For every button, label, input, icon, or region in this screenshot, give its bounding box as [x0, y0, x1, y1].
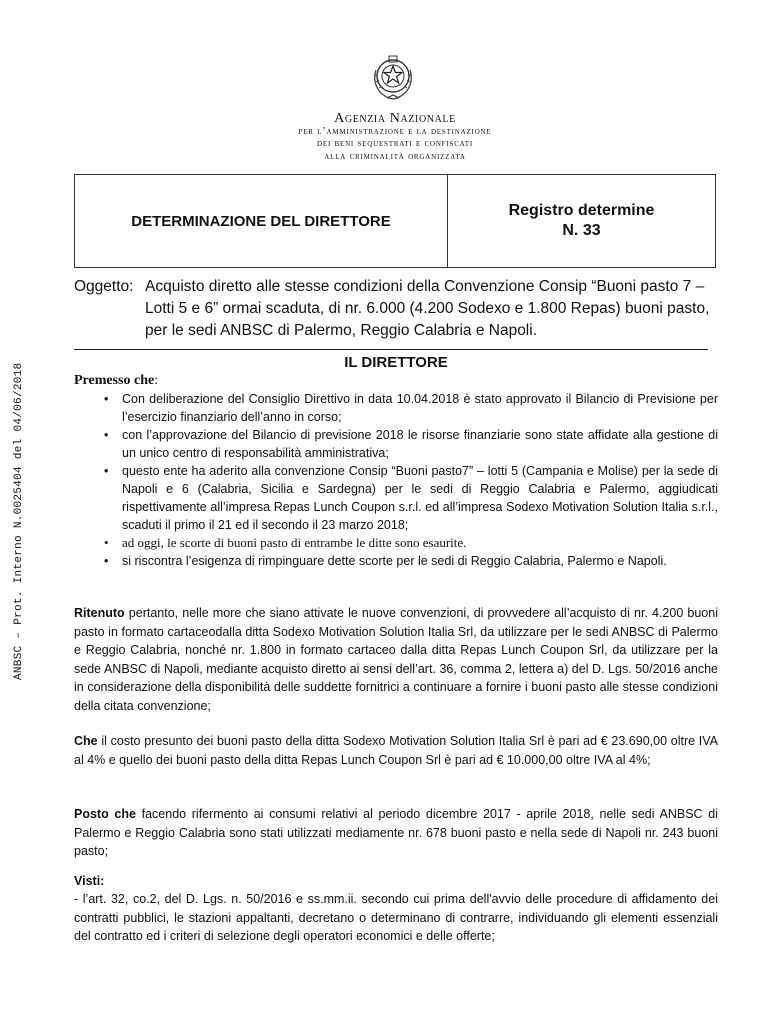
bullet-icon: •	[104, 554, 109, 568]
subject-text: Acquisto diretto alle stesse condizioni della Convenzione Consip “Buoni pasto 7 – Lotti 5 e 6” ormai scaduta, di nr. 6.000 (4.200 Sodexo e 1.800 Repas) buoni pasto, per le sedi ANBSC di Palermo, Reggio Calabria e Napoli.	[145, 278, 710, 339]
agency-name: Agenzia Nazionale	[334, 111, 456, 126]
protocol-stamp: ANBSC – Prot. Interno N.0025404 del 04/06/2018	[13, 362, 25, 680]
posto-paragraph	[74, 805, 718, 861]
bullet-icon: •	[104, 392, 109, 406]
che-paragraph	[74, 732, 718, 769]
determination-title: DETERMINAZIONE DEL DIRETTORE	[75, 175, 448, 267]
bullet-icon: •	[104, 535, 109, 550]
republic-emblem-icon	[370, 52, 416, 102]
visti-label: Visti:	[74, 874, 105, 888]
bullet-icon: •	[104, 428, 109, 442]
agency-line-1: per l’amministrazione e la destinazione	[298, 125, 492, 137]
header-table	[74, 174, 716, 268]
che-text: il costo presunto dei buoni pasto della ditta Sodexo Motivation Solution Italia Srl è pari ad € 23.690,00 oltre IVA al 4% e quello dei buoni pasto della ditta Repas Lunch Coupon Srl è pari ad € 10.000,00 oltre IVA al 4%;	[74, 734, 718, 767]
list-item	[104, 390, 718, 426]
che-label: Che	[74, 734, 98, 748]
visti-heading	[74, 872, 718, 891]
list-item	[104, 426, 718, 462]
subject-label: Oggetto:	[74, 278, 134, 295]
premesso-colon: :	[154, 373, 159, 388]
list-item	[104, 534, 718, 552]
visti-item: - l’art. 32, co.2, del D. Lgs. n. 50/2016 e ss.mm.ii. secondo cui prima dell'avvio delle procedure di affidamento dei contratti pubblici, le stazioni appaltanti, decretano o determinano di contrarre, individuando gli elementi essenziali del contratto ed i criteri di selezione degli operatori economici e delle offerte;	[74, 892, 718, 943]
bullet-icon: •	[104, 464, 109, 478]
premesso-list	[74, 390, 718, 570]
list-item-text: Con deliberazione del Consiglio Direttivo in data 10.04.2018 è stato approvato il Bilancio di Previsione per l’esercizio finanziario dell’anno in corso;	[122, 392, 718, 424]
subject-block	[74, 276, 718, 342]
register-label: Registro determine	[508, 202, 655, 219]
agency-line-3: alla criminalità organizzata	[324, 150, 466, 162]
register-number: N. 33	[562, 222, 601, 239]
list-item-text: questo ente ha aderito alla convenzione Consip “Buoni pasto7” – lotti 5 (Campania e Molise) per la sede di Napoli e 6 (Calabria, Sicilia e Sardegna) per le sedi di Reggio Calabria e Palermo, aggiudicati rispettivamente all’impresa Repas Lunch Coupon s.r.l. ed all’impresa Sodexo Motivation Solution Italia s.r.l., scaduti il primo il 21 ed il secondo il 23 marzo 2018;	[122, 464, 718, 532]
list-item-text: con l’approvazione del Bilancio di previsione 2018 le risorse finanziarie sono state affidate alla gestione di un unico centro di responsabilità amministrativa;	[122, 428, 718, 460]
premesso-label: Premesso che	[74, 373, 155, 388]
ritenuto-paragraph	[74, 604, 718, 715]
agency-line-2: dei beni sequestrati e confiscati	[317, 138, 473, 149]
list-item	[104, 462, 718, 534]
list-item	[104, 552, 718, 570]
posto-text: facendo rifermento ai consumi relativi al periodo dicembre 2017 - aprile 2018, nelle sedi ANBSC di Palermo e Reggio Calabria sono stati utilizzati mediamente nr. 678 buoni pasto e nella sede di Napoli nr. 243 buoni pasto;	[74, 807, 718, 858]
divider	[74, 349, 708, 350]
section-title: IL DIRETTORE	[344, 354, 448, 371]
agency-heading	[230, 113, 560, 163]
premesso-heading	[74, 373, 158, 389]
register-box	[448, 175, 715, 267]
posto-label: Posto che	[74, 807, 136, 821]
list-item-text: ad oggi, le scorte di buoni pasto di entrambe le ditte sono esaurite.	[122, 535, 467, 550]
ritenuto-label: Ritenuto	[74, 606, 125, 620]
ritenuto-text: pertanto, nelle more che siano attivate le nuove convenzioni, di provvedere all’acquisto di nr. 4.200 buoni pasto in formato cartaceodalla ditta Sodexo Motivation Solution Italia Srl, da utilizzare per le sedi ANBSC di Palermo e Reggio Calabria, nonché nr. 1.800 in formato cartaceo dalla ditta Repas Lunch Coupon Srl, da utilizzare per la sede ANBSC di Napoli, mediante acquisto diretto ai sensi dell’art. 36, comma 2, lettera a) del D. Lgs. 50/2016 anche in considerazione della disponibilità delle suddette fornitrici a continuare a fornire i buoni pasto alle stesse condizioni della citata convenzione;	[74, 606, 718, 713]
list-item-text: si riscontra l’esigenza di rimpinguare dette scorte per le sedi di Reggio Calabria, Palermo e Napoli.	[122, 554, 667, 568]
